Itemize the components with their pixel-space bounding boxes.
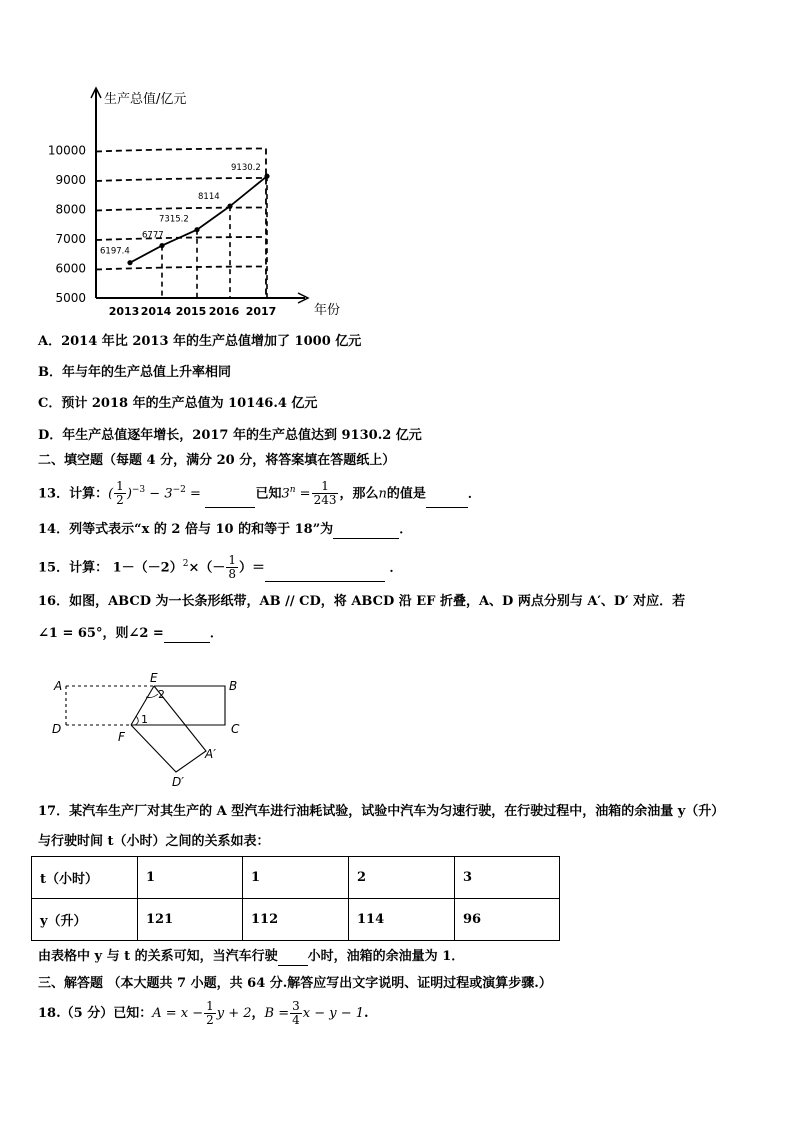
q13-answer-blank-2[interactable] — [426, 507, 468, 508]
gdp-line-chart — [0, 0, 794, 330]
question-17-line-2: 与行驶时间 t（小时）之间的关系如表： — [38, 834, 270, 849]
option-b: B．年与年的生产总值上升率相同 — [38, 365, 231, 380]
q13-answer-blank-1[interactable] — [205, 507, 255, 508]
y-tick-label: 7000 — [55, 232, 86, 246]
grid-line-6000 — [96, 267, 266, 270]
question-13: 13．计算：( $\frac{1}{2}$ )$^{-3} - 3^{-2}$ = 已知$3^n$ = $\frac{1}{243}$ ，那么n的值是 ． — [38, 479, 481, 508]
label-e: E — [150, 671, 158, 685]
q17-answer-blank[interactable] — [278, 965, 308, 966]
data-label: 7315.2 — [159, 214, 189, 225]
grid-line-9000 — [96, 178, 266, 181]
x-tick-label: 2015 — [175, 305, 207, 318]
label-b: B — [229, 679, 238, 693]
data-label: 6777 — [142, 230, 164, 241]
q18-fraction-b: $\frac{3}{4}$ — [292, 999, 300, 1027]
data-point — [159, 243, 164, 248]
section-3-heading: 三、解答题 （本大题共 7 小题，共 64 分.解答应写出文字说明、证明过程或演算步骤.） — [38, 976, 552, 991]
question-14: 14．列等式表示“x 的 2 倍与 10 的和等于 18”为 ． — [38, 522, 413, 537]
data-label: 8114 — [198, 192, 220, 203]
q13-fraction-1: $\frac{1}{2}$ — [116, 479, 124, 508]
grid-line-10000 — [96, 149, 266, 152]
y-tick-label: 5000 — [55, 291, 86, 305]
y-tick-label: 9000 — [55, 173, 86, 187]
folded-flap — [131, 686, 206, 772]
x-tick-label: 2017 — [245, 305, 277, 318]
question-16-line-2: ∠1 = 65°，则∠2 = ． — [38, 626, 223, 641]
label-a: A — [54, 679, 63, 693]
angle-1-label: 1 — [141, 713, 148, 726]
data-point — [194, 227, 199, 232]
grid-line-8000 — [96, 208, 266, 211]
q15-answer-blank[interactable] — [265, 581, 385, 582]
label-d-prime: D′ — [172, 775, 184, 789]
q13-number: 13．计算： — [38, 486, 109, 502]
angle-2-label: 2 — [158, 688, 165, 701]
y-tick-label: 8000 — [55, 202, 86, 217]
table-row: y（升） 121 112 114 96 — [32, 899, 560, 941]
fuel-table — [31, 856, 560, 941]
q15-fraction: $\frac{1}{8}$ — [228, 553, 236, 582]
y-tick-label: 10000 — [47, 143, 86, 158]
label-c: C — [231, 722, 240, 736]
question-15: 15．计算： $1-(-2)^2\times(-$ $\frac{1}{8}$ ）＝ ． — [38, 553, 403, 582]
y-tick-label: 6000 — [55, 261, 86, 276]
question-18: 18.（5 分）已知：A = x − $\frac{1}{2}$ y + 2，B = $\frac{3}{4}$ x − y − 1. — [38, 999, 369, 1027]
question-17-line-1: 17．某汽车生产厂对其生产的 A 型汽车进行油耗试验，试验中汽车为匀速行驶，在行驶过程中，油箱的余油量 y（升） — [38, 804, 725, 819]
data-label: 9130.2 — [231, 163, 261, 174]
label-a-prime: A′ — [205, 747, 216, 761]
q16-answer-blank[interactable] — [164, 642, 210, 643]
question-17-line-3: 由表格中 y 与 t 的关系可知，当汽车行驶 小时，油箱的余油量为 1． — [38, 949, 465, 964]
x-tick-label: 2016 — [208, 305, 240, 318]
series-line — [130, 176, 267, 263]
data-point — [264, 174, 269, 179]
data-label: 6197.4 — [100, 246, 130, 257]
q13-fraction-2: $\frac{1}{243}$ — [313, 479, 337, 508]
data-point — [127, 260, 132, 265]
option-c: C．预计 2018 年的生产总值为 10146.4 亿元 — [38, 396, 318, 411]
x-axis-title: 年份 — [314, 303, 341, 318]
q18-fraction-a: $\frac{1}{2}$ — [206, 999, 214, 1027]
q14-answer-blank[interactable] — [333, 538, 399, 539]
x-tick-label: 2014 — [140, 305, 172, 318]
fold-figure — [0, 665, 794, 795]
option-d: D．年生产总值逐年增长，2017 年的生产总值达到 9130.2 亿元 — [38, 428, 422, 443]
y-axis-title: 生产总值/亿元 — [104, 92, 187, 107]
option-a: A．2014 年比 2013 年的生产总值增加了 1000 亿元 — [38, 334, 362, 349]
section-2-heading: 二、填空题（每题 4 分，满分 20 分，将答案填在答题纸上） — [38, 453, 396, 468]
data-point — [227, 204, 232, 209]
x-tick-label: 2013 — [108, 305, 140, 318]
table-row: t（小时） 1 1 2 3 — [32, 857, 560, 899]
label-f: F — [118, 730, 125, 744]
label-d: D — [52, 722, 62, 736]
question-16-line-1: 16．如图，ABCD 为一长条形纸带，AB // CD，将 ABCD 沿 EF 折叠，A、D 两点分别与 A′、D′ 对应．若 — [38, 594, 686, 609]
